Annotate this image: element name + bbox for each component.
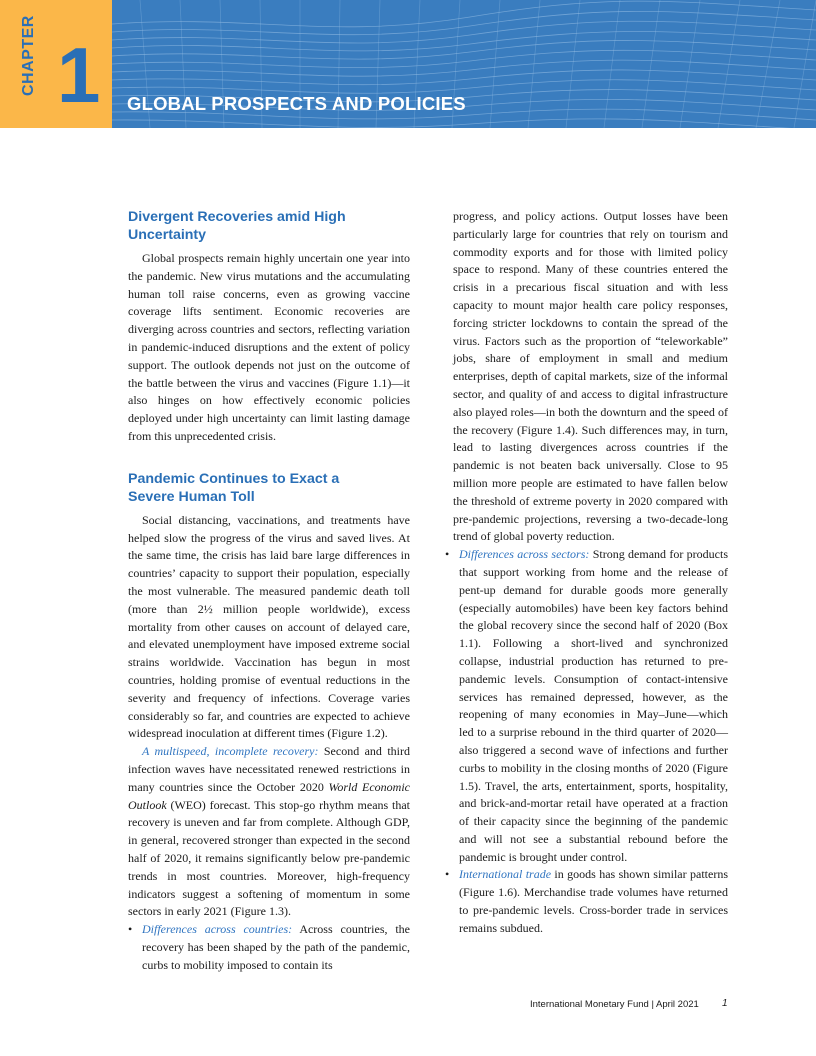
bullet-differences-countries: [128, 921, 410, 974]
lead-multispeed-recovery: A multispeed, incomplete recovery:: [142, 744, 319, 759]
left-column: [128, 208, 410, 974]
right-column: [445, 208, 728, 938]
paragraph-global-prospects: Global prospects remain highly uncertain one year into the pandemic. New virus mutations and the accumulating human toll raise concerns, even as growing vaccine coverage lifts sentiment. Economic recoveries are diverging across countries and sectors, reflecting variation in pandemic-induced disruptions and the extent of policy support. The outlook depends not just on the outcome of the battle between the virus and vaccines (Figure 1.1)—it also hinges on how effectively economic policies deployed under high uncertainty can limit lasting damage from this unprecedented crisis.: [128, 251, 410, 443]
lead-differences-countries: Differences across countries:: [142, 922, 293, 937]
heading-line-1: Pandemic Continues to Exact a: [128, 470, 340, 487]
bullet-text: Strong demand for products that support working from home and the release of pent-up demand for durable goods more generally (especially automobiles) have been key factors behind the global recovery since the second half of 2020 (Box 1.1). Following a short-lived and synchronized collapse, industrial production has returned to pre-pandemic levels. Consumption of contact-intensive services has remained depressed, however, as the reopening of many economies in May–June—which led to a surprise rebound in the third quarter of 2020—also triggered a second wave of infections and further curbs to mobility in the closing months of 2020 (Figure 1.5). Travel, the arts, entertainment, sports, hospitality, and brick-and-mortar retail have operated at a fraction of their capacity since the beginning of the pandemic and will not see a substantial rebound before the pandemic is brought under control.: [459, 547, 729, 864]
bullet-text: Across countries, the recovery has been shaped by the path of the pandemic, curbs to mobility imposed to contain its: [142, 922, 410, 972]
paragraph-multispeed-recovery: [128, 743, 410, 921]
bullet-differences-sectors: [445, 546, 728, 866]
paragraph-social-distancing: Social distancing, vaccinations, and treatments have helped slow the progress of the virus and saved lives. At the same time, the crisis has laid bare large differences in countries’ capacity to support their population, especially the most vulnerable. The measured pandemic death toll (more than 2½ million people worldwide), excess mortality from other causes on account of delayed care, and elevated unemployment have imposed extreme social strains worldwide. Vaccination has begun in most countries, holding promise of eventual reductions in the severity and frequency of infections. Coverage varies considerably so far, and countries are expected to achieve widespread inoculation at different times (Figure 1.2).: [128, 512, 410, 741]
heading-line-2: Severe Human Toll: [128, 488, 255, 505]
section-heading-human-toll: [128, 470, 410, 506]
lead-international-trade: International trade: [459, 867, 552, 882]
chapter-banner: [0, 0, 816, 128]
bullet-international-trade: [445, 866, 728, 937]
chapter-label: CHAPTER: [20, 15, 37, 96]
chapter-title: GLOBAL PROSPECTS AND POLICIES: [127, 93, 466, 114]
chapter-number: 1: [57, 31, 101, 119]
weo-title: World Economic Outlook: [128, 779, 410, 812]
bullet-text: in goods has shown similar patterns (Figure 1.6). Merchandise trade volumes have returned to pre-pandemic levels. Cross-border trade in services remains subdued.: [459, 867, 728, 935]
section-heading-divergent-recoveries: Divergent Recoveries amid High Uncertainty: [128, 209, 346, 243]
lead-differences-sectors: Differences across sectors:: [459, 547, 590, 562]
text-part-b: (WEO) forecast. This stop-go rhythm means that recovery is uneven and far from complete. Although GDP, in general, recovered stronger than expected in the second half of 2020, it remains significantly below pre-pandemic trends in most countries. Moreover, high-frequency indicators suggest a softening of momentum in some sectors in early 2021 (Figure 1.3).: [128, 797, 410, 919]
paragraph-continuation: progress, and policy actions. Output losses have been particularly large for countries that rely on tourism and commodity exports and for those with limited policy space to respond. Many of these countries entered the crisis in a precarious fiscal situation and with less capacity to mount major health care policy responses, forcing stricter lockdowns to contain the spread of the virus. Factors such as the proportion of “teleworkable” jobs, share of employment in small and medium enterprises, depth of capital markets, size of the informal sector, and quality of and access to digital infrastructure also played roles—in both the downturn and the speed of the recovery (Figure 1.4). Such differences may, in turn, lead to lasting divergences across countries if the pandemic is not beaten back universally. Close to 95 million more people are estimated to have fallen below the threshold of extreme poverty in 2020 compared with pre-pandemic projections, reversing a two-decade-long trend of global poverty reduction.: [453, 209, 728, 544]
footer-source: International Monetary Fund | April 2021: [530, 999, 699, 1010]
page-number: 1: [722, 998, 728, 1009]
text-part-a: Second and third infection waves have necessitated renewed restrictions in many countries since the October 2020: [128, 744, 410, 794]
chapter-tab: [0, 0, 112, 128]
